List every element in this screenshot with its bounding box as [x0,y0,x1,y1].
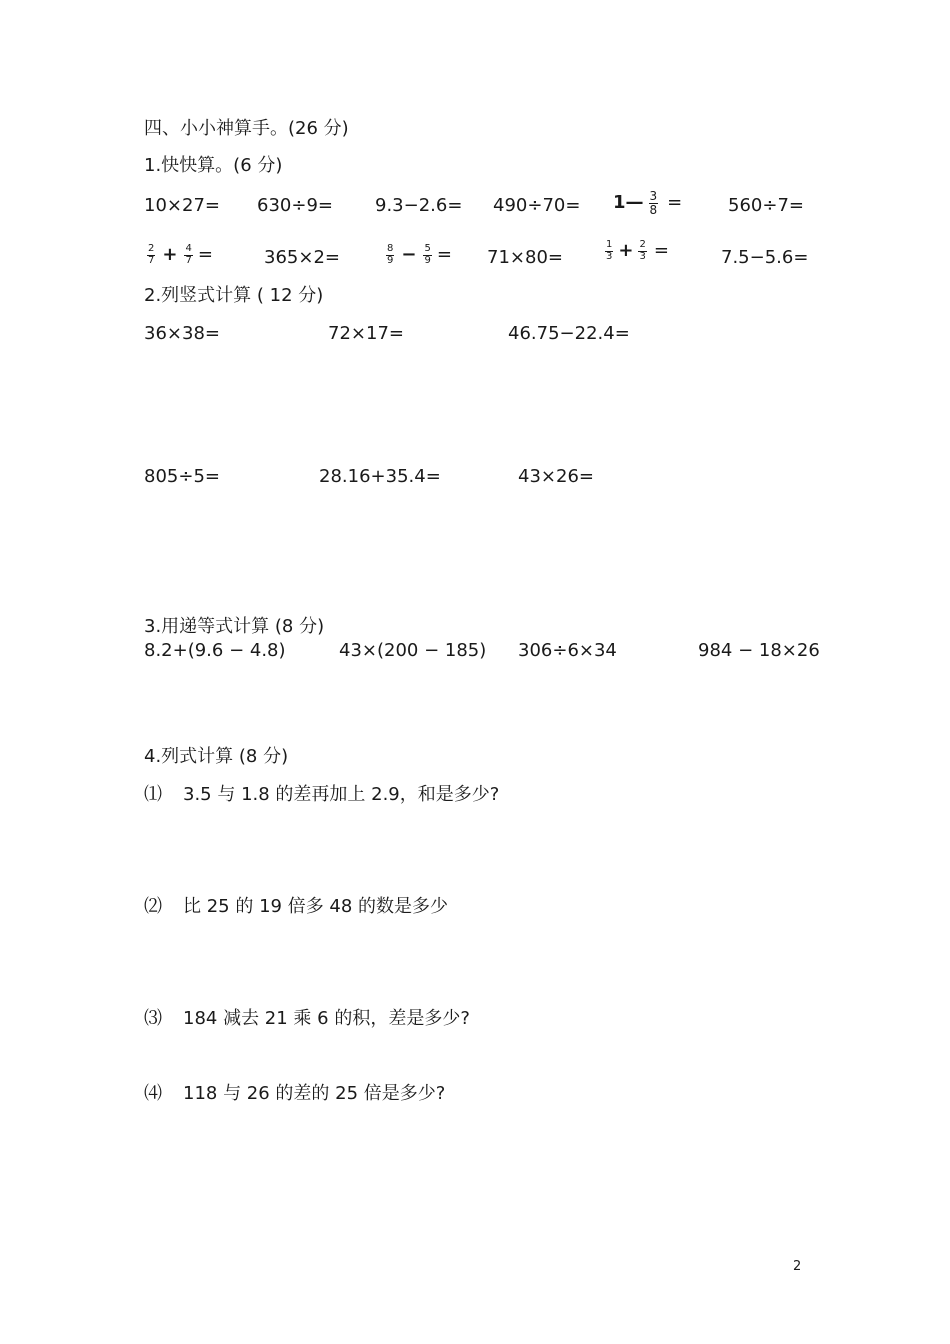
fraction-numerator: 2 [148,243,155,254]
expr-28.16plus35.4: 28.16+35.4= [319,466,441,487]
expr-365x2: 365×2= [264,247,340,268]
plus-sign: + [162,244,178,265]
minus-sign: — [625,192,644,214]
expr-1-3-plus-2-3 [602,240,669,262]
equals-sign: = [667,192,683,214]
expr-9.3-2.6: 9.3−2.6= [375,195,463,216]
plus-sign: + [618,240,634,261]
fraction-numerator: 2 [639,239,646,250]
question-3-text: 184 减去 21 乘 6 的积，差是多少? [183,1008,470,1029]
question-4-text: 118 与 26 的差的 25 倍是多少? [183,1083,446,1104]
question-2-text: 比 25 的 19 倍多 48 的数是多少 [183,896,449,917]
part2-title: 2.列竖式计算 ( 12 分) [144,285,324,306]
expr-1-minus-3-8 [613,190,682,216]
expr-984-18x26: 984 − 18×26 [698,640,820,661]
part4-title: 4.列式计算 (8 分) [144,746,289,767]
fraction-numerator: 4 [185,243,192,254]
expr-7.5-5.6: 7.5−5.6= [721,247,809,268]
equals-sign: = [197,244,213,265]
fraction-numerator: 8 [387,243,394,254]
expr-306div6x34: 306÷6×34 [518,640,617,661]
fraction-numerator: 1 [606,239,613,250]
minus-sign: − [401,244,417,265]
equals-sign: = [653,240,669,261]
fraction-numerator: 3 [649,189,658,203]
fraction-3-8 [649,190,659,216]
fraction-denominator: 7 [148,254,155,266]
expr-43x26: 43×26= [518,466,594,487]
whole-one: 1 [613,192,626,214]
expr-8.2plus: 8.2+(9.6 − 4.8) [144,640,286,661]
expr-43x200-185: 43×(200 − 185) [339,640,487,661]
expr-10x27: 10×27= [144,195,220,216]
fraction-8-9 [386,244,394,266]
question-4-number: ⑷ [144,1083,162,1104]
expr-490div70: 490÷70= [493,195,581,216]
fraction-denominator: 9 [424,254,431,266]
part1-title: 1.快快算。(6 分) [144,155,283,176]
part3-title: 3.用递等式计算 (8 分) [144,616,325,637]
fraction-2-3 [638,240,646,262]
equals-sign: = [436,244,452,265]
question-3-number: ⑶ [144,1008,162,1029]
expr-630div9: 630÷9= [257,195,333,216]
expr-72x17: 72×17= [328,323,404,344]
fraction-1-3 [605,240,613,262]
expr-36x38: 36×38= [144,323,220,344]
expr-560div7: 560÷7= [728,195,804,216]
question-1-number: ⑴ [144,784,162,805]
section-title: 四、小小神算手。(26 分) [144,118,349,139]
fraction-4-7 [184,244,192,266]
fraction-5-9 [423,244,431,266]
expr-805div5: 805÷5= [144,466,220,487]
fraction-denominator: 3 [639,250,646,262]
expr-46.75-22.4: 46.75−22.4= [508,323,630,344]
page-number: 2 [793,1259,802,1274]
expr-2-7-plus-4-7 [144,244,213,266]
expr-71x80: 71×80= [487,247,563,268]
expr-8-9-minus-5-9 [383,244,452,266]
fraction-denominator: 8 [649,202,658,217]
fraction-numerator: 5 [424,243,431,254]
question-2-number: ⑵ [144,896,162,917]
fraction-denominator: 9 [387,254,394,266]
fraction-2-7 [147,244,155,266]
question-1-text: 3.5 与 1.8 的差再加上 2.9，和是多少? [183,784,500,805]
fraction-denominator: 7 [185,254,192,266]
fraction-denominator: 3 [606,250,613,262]
